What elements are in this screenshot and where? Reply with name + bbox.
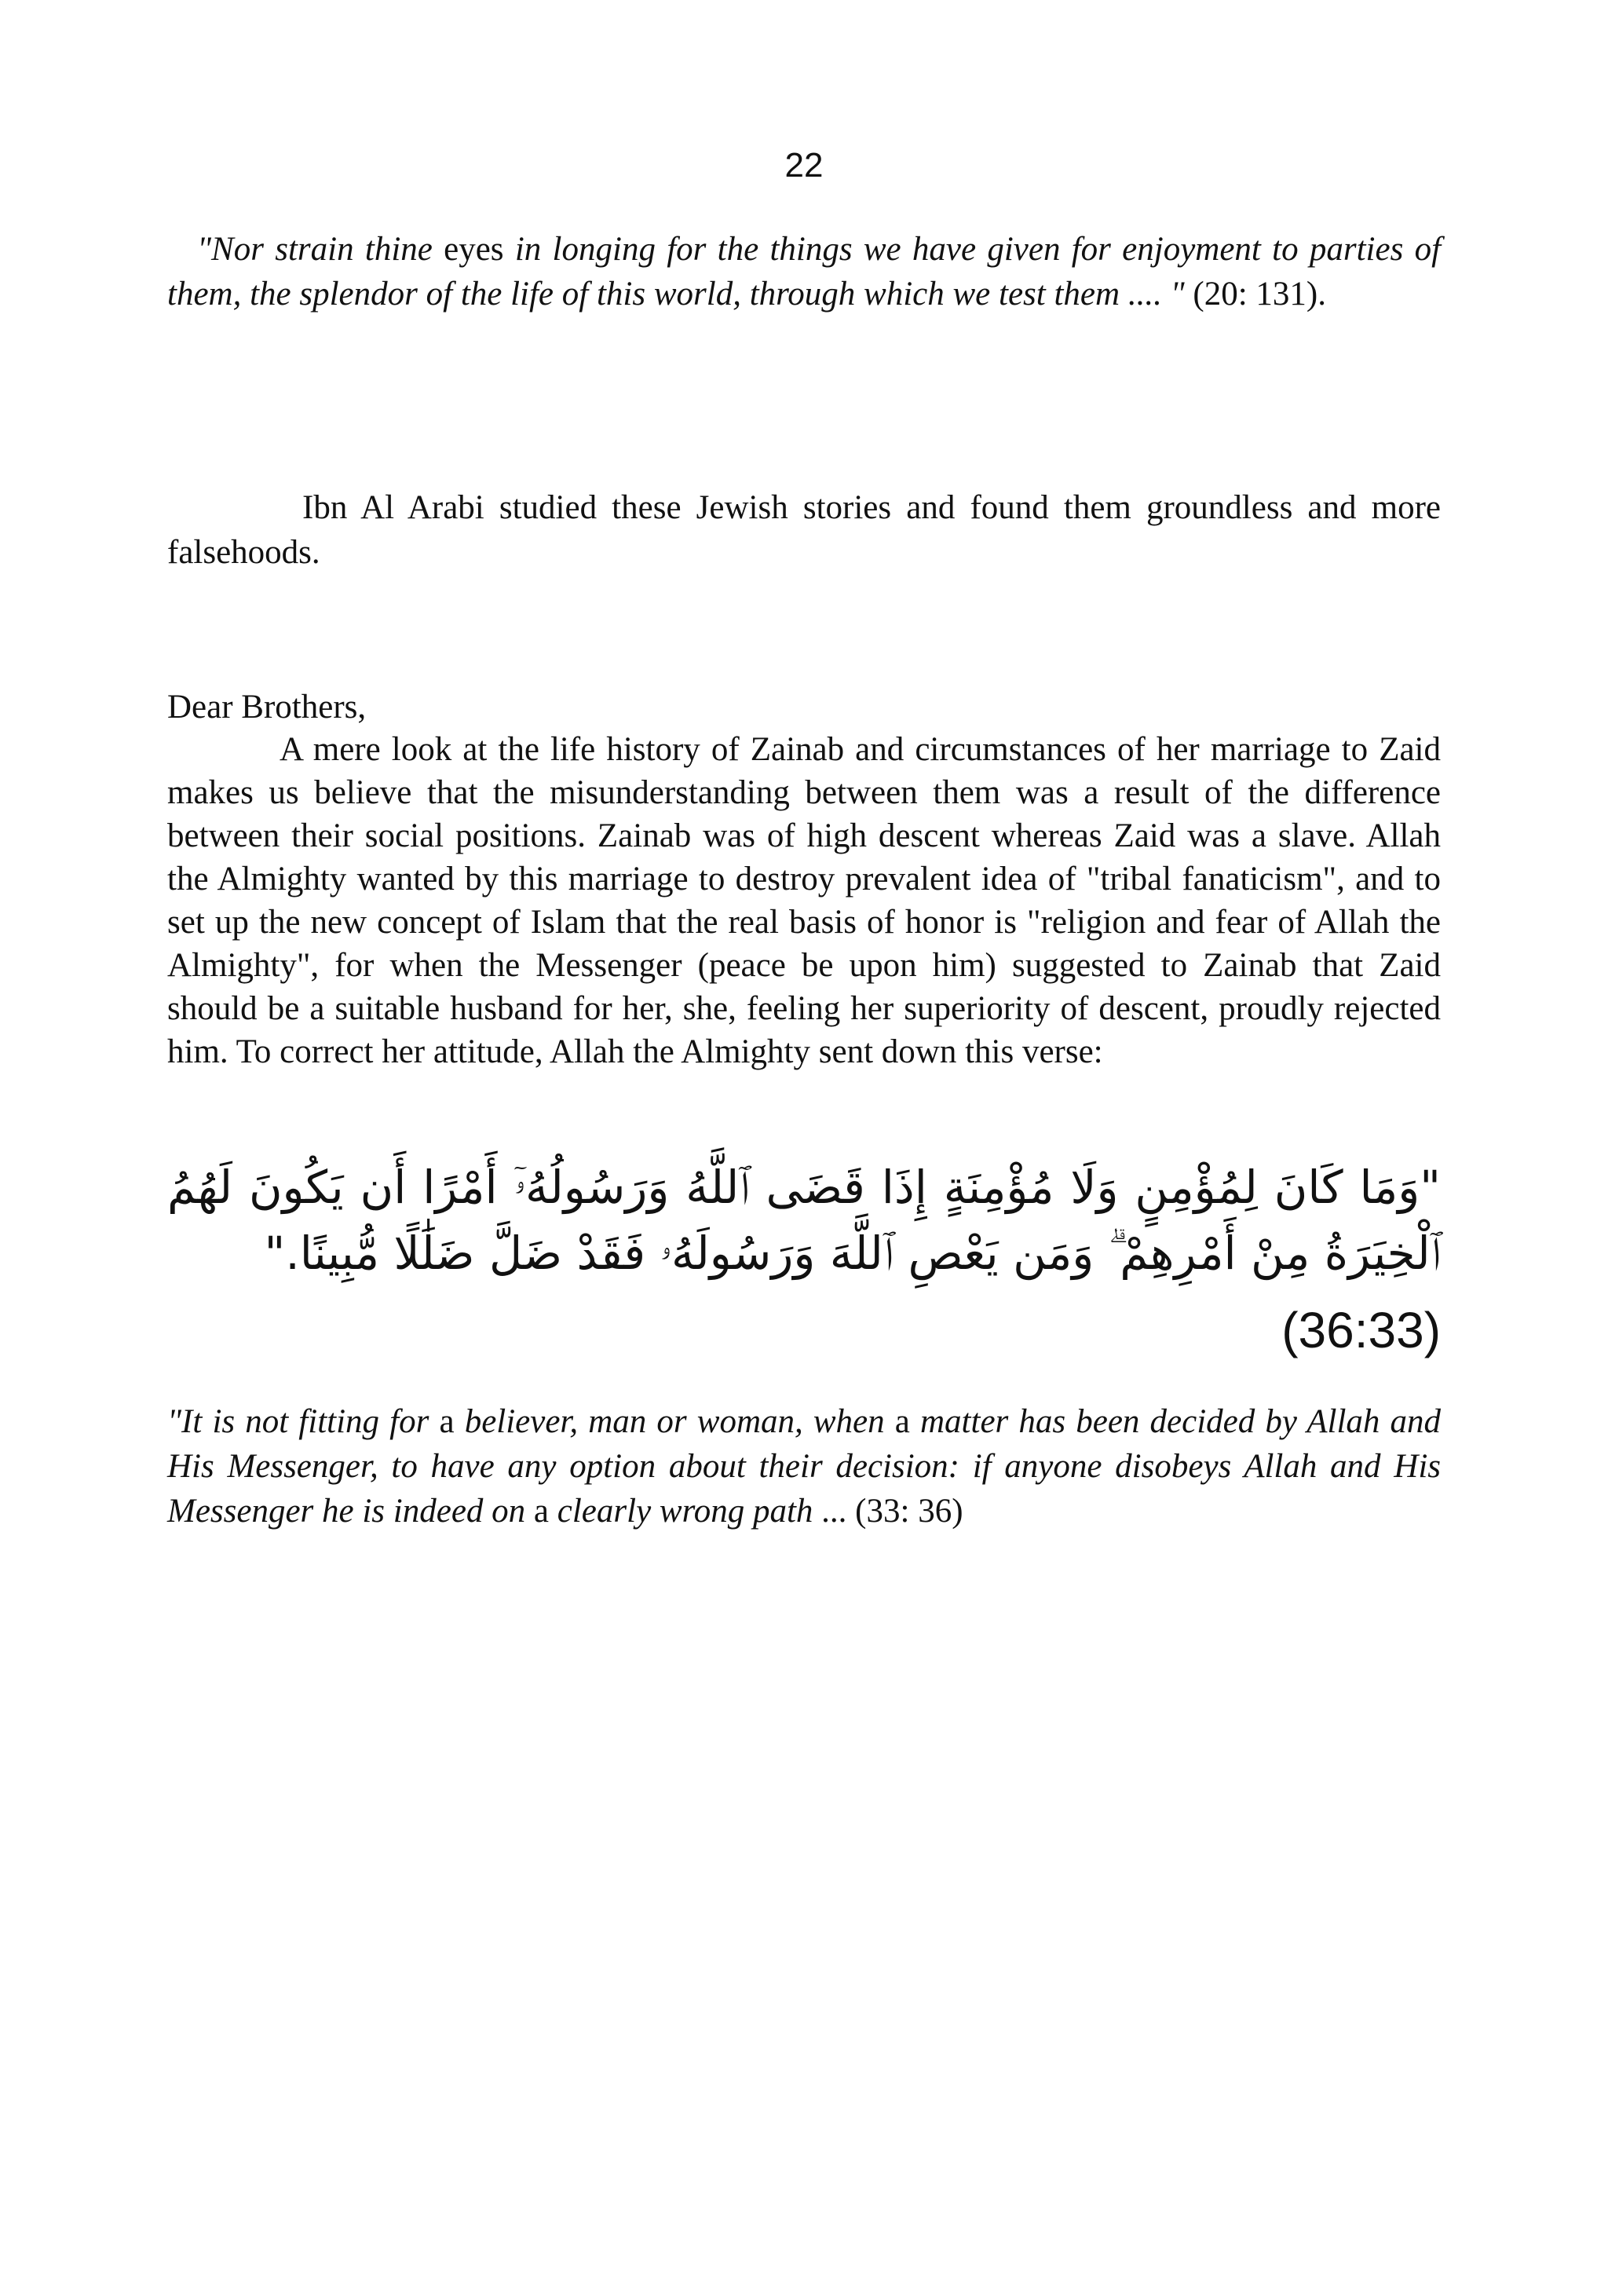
body-paragraph: A mere look at the life history of Zainab and circumstances of her marriage to Zaid makes us believe that the misunderstanding between them was a result of the difference between their social positions. Zainab was of high descent whereas Zaid was a slave. Allah the Almighty wanted by this marriage to destroy prevalent idea of "tribal fanaticism", and to set up the new concept of Islam that the real basis of honor is "religion and fear of Allah the Almighty", for when the Messenger (peace be upon him) suggested to Zainab that Zaid should be a suitable husband for her, she, feeling her superiority of descent, proudly rejected him. To correct her attitude, Allah the Almighty sent down this verse: (167, 731, 1441, 1070)
ibn-al-arabi-paragraph: Ibn Al Arabi studied these Jewish stories and found them groundless and more falsehoods. (167, 489, 1441, 571)
quran-quote-20-131 (167, 227, 1441, 316)
quote-reference: ... (33: 36) (821, 1493, 963, 1530)
arabic-verse: "وَمَا كَانَ لِمُؤْمِنٍ وَلَا مُؤْمِنَةٍ إِذَا قَضَى ٱللَّهُ وَرَسُولُهُۥٓ أَمْرًا أَن يَكُونَ لَهُمُ ٱلْخِيَرَةُ مِنْ أَمْرِهِمْ ۗ وَمَن يَعْصِ ٱللَّهَ وَرَسُولَهُۥ فَقَدْ ضَلَّ ضَلَٰلًا مُّبِينًا." (167, 1161, 1441, 1280)
quote-text: in longing for the things we have given for enjoyment to parties of them, the splendor of the life of this world, through which we test them .... " (167, 231, 1442, 313)
quote-text: believer, man or woman, when (464, 1403, 885, 1440)
quote-text-upright: a (439, 1403, 455, 1440)
quote-text-upright: a (533, 1493, 550, 1530)
quote-text: "It is not fitting for (167, 1403, 429, 1440)
quote-text: matter has been decided by Allah and His Messenger, to have any option about their decision: if anyone disobeys Allah and His Messenger he is indeed on (167, 1403, 1442, 1530)
quote-text: clearly wrong path (557, 1493, 813, 1530)
arabic-verse-reference: (36:33) (1281, 1302, 1441, 1358)
quote-text-upright: eyes (444, 231, 504, 268)
page-number: 22 (784, 146, 824, 185)
greeting: Dear Brothers, (167, 689, 367, 726)
quote-text-upright: a (894, 1403, 910, 1440)
quran-quote-33-36 (167, 1399, 1441, 1534)
quote-reference: (20: 131). (1193, 276, 1326, 313)
quote-text: "Nor strain thine (197, 231, 433, 268)
